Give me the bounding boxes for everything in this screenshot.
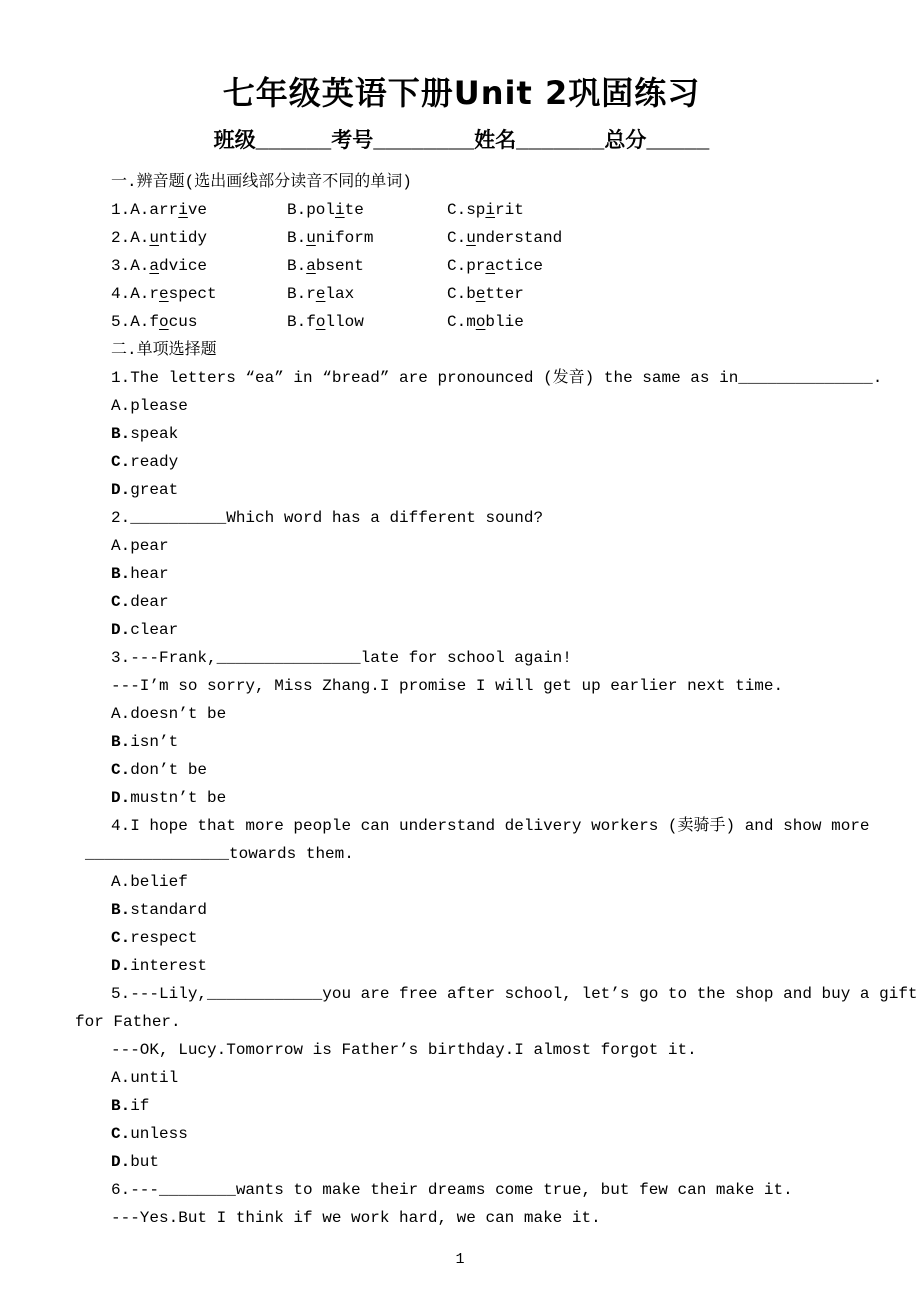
option-label: D. [111,789,131,807]
section2-heading: 二.单项选择题 [111,341,217,359]
underlined-letter: a [149,257,160,275]
word-prefix: sp [466,201,486,219]
option-text: please [130,397,188,415]
option-label: D. [111,957,131,975]
underlined-letter: i [485,201,496,219]
option-label: C. [447,257,467,275]
underlined-letter: e [475,285,486,303]
phonetics-option-a [111,252,287,280]
phonetics-option-c [447,308,848,336]
choice-option [75,896,848,924]
option-label: A. [111,705,131,723]
underlined-letter: o [475,313,486,331]
word-suffix: ntidy [159,229,208,247]
option-text: belief [130,873,188,891]
choice-option [75,448,848,476]
phonetics-option-c [447,224,848,252]
option-text: if [130,1097,150,1115]
word-suffix: nderstand [475,229,563,247]
word-prefix: pr [466,257,486,275]
underlined-letter: i [335,201,345,219]
word-suffix: dvice [159,257,208,275]
underlined-letter: e [159,285,169,303]
option-label: A. [130,285,150,303]
question-line: 3.---Frank,_______________late for school again! [111,649,572,667]
worksheet-body [75,168,918,1232]
choice-option [75,784,848,812]
word-suffix: spect [168,285,217,303]
option-text: isn’t [130,733,179,751]
option-label: C. [111,453,131,471]
word-prefix: b [466,285,476,303]
word-suffix: cus [168,313,198,331]
question-line: 2.__________Which word has a different sound? [111,509,544,527]
option-label: B. [111,565,131,583]
question [75,644,848,812]
option-label: C. [447,285,467,303]
item-number: 2. [111,229,131,247]
phonetics-item [75,196,848,224]
word-suffix: blie [485,313,524,331]
item-number: 4. [111,285,131,303]
word-suffix: tter [485,285,524,303]
student-info-line: 班级______考号________姓名_______总分_____ [213,131,710,154]
question-line: ---I’m so sorry, Miss Zhang.I promise I will get up earlier next time. [111,677,784,695]
option-label: A. [130,313,150,331]
option-label: B. [111,901,131,919]
underlined-letter: u [466,229,476,247]
phonetics-option-b [287,196,447,224]
option-text: dear [130,593,169,611]
phonetics-item [75,252,848,280]
choice-option [75,476,848,504]
choice-option [75,756,848,784]
option-text: hear [130,565,169,583]
item-number: 5. [111,313,131,331]
question [75,1176,848,1232]
phonetics-item [75,308,848,336]
choice-option [75,392,848,420]
word-suffix: ctice [495,257,544,275]
option-label: C. [111,929,131,947]
multiple-choice-questions [75,364,918,1232]
word-prefix: m [466,313,476,331]
page-title: 七年级英语下册Unit 2巩固练习 [222,74,701,112]
question-line: _______________towards them. [85,845,354,863]
underlined-letter: a [306,257,316,275]
phonetics-option-c [447,280,848,308]
option-text: interest [130,957,208,975]
underlined-letter: e [315,285,326,303]
choice-option [75,1148,848,1176]
phonetics-rows [75,196,848,336]
option-text: pear [130,537,169,555]
option-label: A. [111,873,131,891]
phonetics-option-b [287,224,447,252]
question [75,364,883,504]
question-line: 6.---________wants to make their dreams come true, but few can make it. [111,1181,793,1199]
choice-option [75,868,848,896]
underlined-letter: o [315,313,326,331]
question-line: ---OK, Lucy.Tomorrow is Father’s birthday.I almost forgot it. [111,1041,697,1059]
option-label: C. [447,313,467,331]
question-line: 1.The letters “ea” in “bread” are pronounced (发音) the same as in______________. [111,369,883,387]
option-label: C. [447,229,467,247]
question [75,504,848,644]
option-label: A. [130,201,150,219]
option-label: B. [111,1097,131,1115]
option-label: C. [447,201,467,219]
choice-option [75,924,848,952]
option-label: D. [111,621,131,639]
word-suffix: te [344,201,364,219]
option-label: A. [111,1069,131,1087]
phonetics-option-a [111,280,287,308]
option-label: A. [111,537,131,555]
option-label: A. [130,257,150,275]
option-text: unless [130,1125,188,1143]
option-label: C. [111,1125,131,1143]
choice-option [75,728,848,756]
option-text: but [130,1153,160,1171]
option-text: until [130,1069,179,1087]
underlined-letter: o [159,313,169,331]
word-suffix: llow [325,313,364,331]
option-text: ready [130,453,179,471]
choice-option [75,952,848,980]
underlined-letter: a [485,257,496,275]
question-line: 4.I hope that more people can understand delivery workers (卖骑手) and show more [111,817,870,835]
option-text: respect [130,929,198,947]
phonetics-item [75,280,848,308]
choice-option [75,560,848,588]
question [75,812,870,980]
option-text: don’t be [130,761,208,779]
word-suffix: bsent [315,257,364,275]
phonetics-option-b [287,252,447,280]
question [75,980,918,1176]
word-prefix: pol [306,201,336,219]
choice-option [75,588,848,616]
option-label: A. [111,397,131,415]
choice-option [75,532,848,560]
option-text: speak [130,425,179,443]
word-prefix: r [149,285,160,303]
option-label: A. [130,229,150,247]
word-prefix: r [306,285,316,303]
item-number: 3. [111,257,131,275]
phonetics-option-c [447,252,848,280]
word-prefix: f [306,313,316,331]
option-label: B. [287,257,307,275]
option-label: B. [287,229,307,247]
phonetics-option-a [111,308,287,336]
question-line: 5.---Lily,____________you are free after school, let’s go to the shop and buy a gift [111,985,918,1003]
word-prefix: arr [149,201,179,219]
word-suffix: niform [315,229,374,247]
choice-option [75,1092,848,1120]
option-label: B. [287,201,307,219]
option-text: doesn’t be [130,705,227,723]
word-prefix: f [149,313,160,331]
question-line: for Father. [75,1013,181,1031]
question-line: ---Yes.But I think if we work hard, we can make it. [111,1209,601,1227]
option-label: B. [111,733,131,751]
underlined-letter: u [149,229,160,247]
choice-option [75,700,848,728]
choice-option [75,1064,848,1092]
option-label: B. [287,313,307,331]
choice-option [75,1120,848,1148]
option-text: clear [130,621,179,639]
underlined-letter: i [178,201,188,219]
page-number: 1 [455,1251,465,1268]
option-label: B. [287,285,307,303]
phonetics-option-a [111,196,287,224]
underlined-letter: u [306,229,316,247]
option-label: C. [111,593,131,611]
phonetics-option-c [447,196,848,224]
phonetics-option-b [287,308,447,336]
word-suffix: ve [187,201,208,219]
option-label: D. [111,1153,131,1171]
word-suffix: lax [325,285,355,303]
option-text: great [130,481,179,499]
option-label: B. [111,425,131,443]
phonetics-option-b [287,280,447,308]
option-label: C. [111,761,131,779]
option-label: D. [111,481,131,499]
choice-option [75,616,848,644]
choice-option [75,420,848,448]
item-number: 1. [111,201,131,219]
option-text: standard [130,901,208,919]
phonetics-item [75,224,848,252]
phonetics-option-a [111,224,287,252]
option-text: mustn’t be [130,789,227,807]
section1-heading: 一.辨音题(选出画线部分读音不同的单词) [111,173,412,191]
word-suffix: rit [495,201,524,219]
